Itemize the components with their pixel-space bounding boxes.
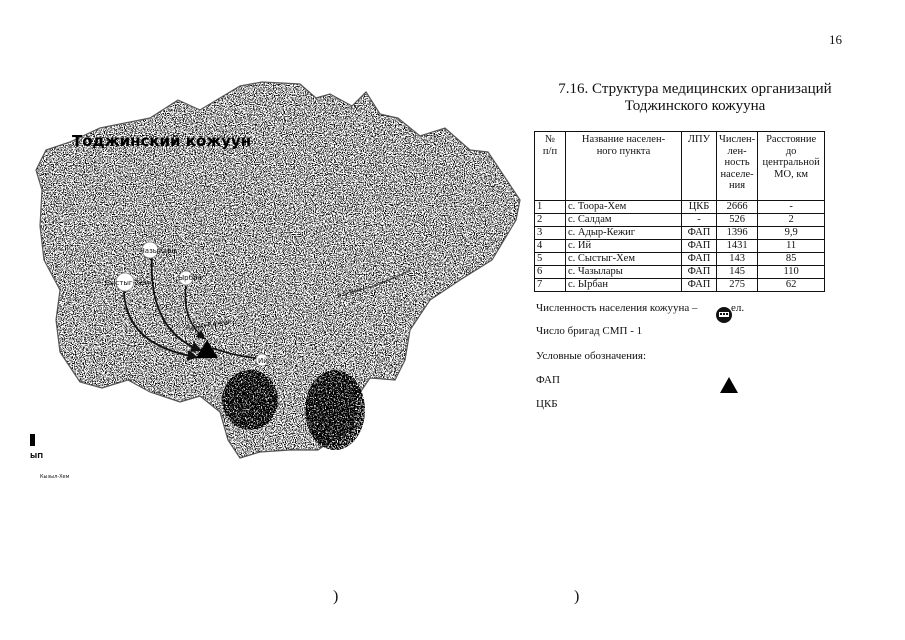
ambulance-icon: [715, 306, 733, 324]
title-line-2: Тоджинского кожууна: [624, 98, 766, 114]
label-yrban: Ырбан: [178, 274, 202, 282]
triangle-icon: [718, 376, 740, 394]
label-systyg-hem: Сыстыг-Хем: [105, 279, 150, 287]
header-distance: Расстояние до центральной МО, км: [758, 132, 825, 201]
footer-mark-left: ): [333, 588, 339, 605]
label-adyr-kezhig: Адыр-Кежиг: [185, 317, 232, 332]
table-row: 5 с. Сыстыг-Хем ФАП 143 85: [535, 253, 825, 266]
table-row: 4 с. Ий ФАП 1431 11: [535, 240, 825, 253]
river-label: р.Б-Кем: [336, 285, 363, 299]
label-iy: Ий: [258, 357, 268, 365]
map-title: Тоджинский кожуун: [72, 132, 252, 150]
legend-title: Условные обозначения:: [536, 350, 647, 362]
document-title: [540, 81, 850, 115]
header-population: Числен- лен- ность населе- ния: [717, 132, 758, 201]
corner-tag: ЫП: [30, 452, 44, 460]
legend-fap-label: ФАП: [536, 374, 560, 386]
page-number: 16: [829, 32, 842, 47]
population-prefix: Численность населения кожууна –: [536, 302, 698, 314]
corner-mark-icon: [30, 434, 35, 446]
table-row: 7 с. Ырбан ФАП 275 62: [535, 279, 825, 292]
header-lpu: ЛПУ: [682, 132, 717, 201]
medical-organizations-table: [534, 131, 825, 292]
header-num: № п/п: [535, 132, 566, 201]
label-chazylary: Чазылары: [140, 247, 178, 255]
corner-caption: Кызыл-Хем: [40, 474, 70, 480]
table-row: 6 с. Чазылары ФАП 145 110: [535, 266, 825, 279]
legend-ckb-label: ЦКБ: [536, 398, 558, 410]
title-line-1: 7.16. Структура медицинских организаций: [558, 81, 832, 97]
ambulance-teams-note: Число бригад СМП - 1: [536, 325, 643, 337]
population-suffix: ел.: [731, 302, 745, 314]
dark-terrain-patch: [305, 370, 365, 450]
population-note: [536, 302, 744, 314]
dark-terrain-patch: [222, 370, 278, 430]
header-name: Название населен- ного пункта: [566, 132, 682, 201]
footer-mark-right: ): [574, 588, 580, 605]
table-row: 3 с. Адыр-Кежиг ФАП 1396 9,9: [535, 227, 825, 240]
table-row: 2 с. Салдам - 526 2: [535, 214, 825, 227]
table-row: 1 с. Тоора-Хем ЦКБ 2666 -: [535, 201, 825, 214]
table-header-row: [535, 132, 825, 201]
